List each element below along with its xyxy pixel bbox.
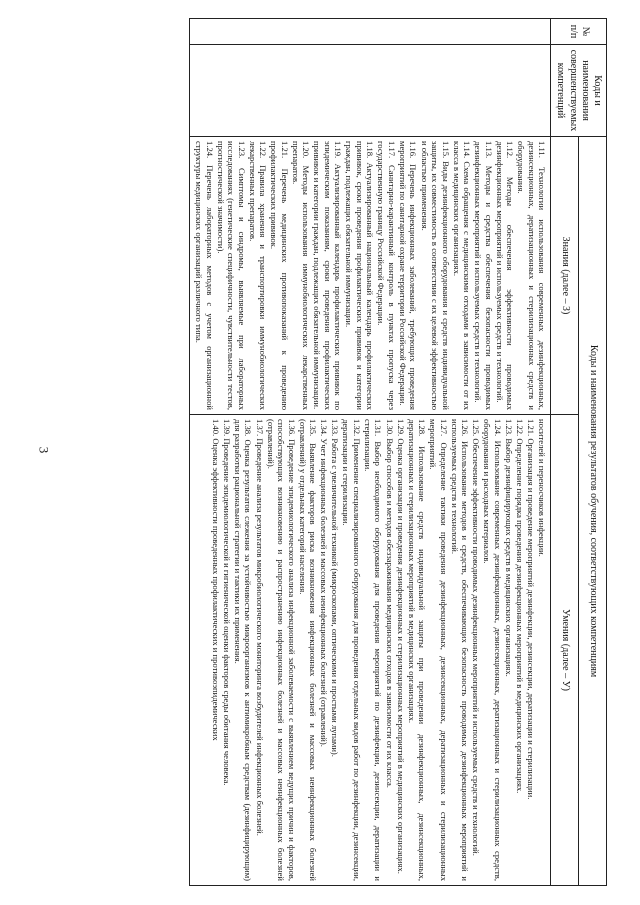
skill-item: 1.34. Учет инфекционных болезней и массовых неинфекционных болезней (отравлений). [319, 419, 330, 747]
skill-item: 1.33. Работа с увеличительной техникой (микроскопами, оптическими и простыми лупами). [330, 419, 341, 757]
cell-codes [189, 45, 550, 137]
skill-item: 1.21. Организация и проведение мероприятий дезинфекции, дезинсекции, дератизации и стерилизации. [526, 419, 537, 800]
page-number: 3 [36, 446, 52, 454]
knowledge-item: 1.19. Актуализированный календарь профилактических прививок по эпидемическим показаниям, сроки проведения профилактических прививок и категории граждан, подлежащих обязательной иммунизации. [312, 141, 344, 410]
skill-item: 1.27. Определение тактики проведения дезинфекционных, дезинсекционных, дератизационных и стерилизационных мероприятий. [428, 419, 449, 881]
skill-item: 1.35. Выявление факторов риска возникновения инфекционных болезней и массовых неинфекционных болезней (отравлений) у отдельных категорий населения. [297, 419, 319, 881]
skill-item: 1.22. Определение порядка проведения дезинфекционных мероприятий в медицинских организациях. [515, 419, 526, 794]
knowledge-item: 1.15. Виды дезинфекционного оборудования и средств индивидуальной защиты, их совместимость в соответствии с их целевой эффективностью и областью применения. [419, 141, 451, 410]
knowledge-item: 1.16. Перечень инфекционных заболеваний, требующих проведения мероприятий по санитарной охране территории Российской Федерации. [397, 141, 419, 410]
header-results: Коды и наименования результатов обучения, соответствующих компетенциям [579, 137, 607, 886]
competency-table [189, 18, 607, 886]
header-knowledge: Знания (далее – З) [551, 137, 579, 415]
header-no: № п/п [551, 19, 607, 45]
skill-item: 1.29. Оценка организации и проведения дезинфекционных и стерилизационных мероприятий в медицинских организациях. [395, 419, 406, 874]
skill-item: 1.32. Применение специализированного оборудования для проведения отдельных видов работ по дезинфекции, дезинсекции, дератизации и стерилизации. [341, 419, 362, 881]
skill-item: 1.36. Проведение эпидемиологического анализа инфекционной заболеваемости с выявлением ведущих причин и факторов, способствующих возникновению и распространению инфекционных болезней и массовых неинфекционных болезней (отравлений). [265, 419, 297, 881]
knowledge-item: 1.17. Санитарно-карантинный контроль в пунктах пропуска через государственную границу Российской Федерации. [376, 141, 397, 410]
cell-skills [189, 415, 550, 886]
cell-no [189, 19, 550, 45]
cell-knowledge [189, 137, 550, 415]
skill-item: 1.37. Проведение анализа результатов микробиологического мониторинга возбудителей инфекционных болезней. [254, 419, 265, 836]
skill-item: 1.30. Выбор способов и методов обеззараживания медицинских отходов в зависимости от их класса. [384, 419, 395, 788]
knowledge-item: 1.23. Симптомы и синдромы, выявляемые при лабораторных исследованиях (генетические специфичности, чувствительности тестов, прогностической значимости). [215, 141, 247, 410]
skill-item: 1.40. Оценка эффективности проведенных профилактических и противоэпидемических [210, 419, 221, 741]
header-row-2 [551, 19, 579, 886]
knowledge-item: 1.24. Перечень лабораторных методов с учетом организационной структуры медицинских организаций различного типа. [194, 141, 215, 410]
skill-item: 1.23. Выбор дезинфицирующих средств в медицинских организациях. [504, 419, 515, 677]
skill-item: 1.38. Оценка результатов слежения за устойчивостью микроорганизмов к антимикробным средствам (дезинфицирующим) для разработки рациональной стратегии и тактики их применения. [233, 419, 254, 881]
knowledge-item: 1.22. Правила хранения и транспортировки иммунобиологических лекарственных препаратов. [247, 141, 269, 410]
skill-item: 1.31. Выбор необходимого оборудования для проведения мероприятий по дезинфекции, дезинсекции, дератизации и стерилизации. [362, 419, 384, 881]
knowledge-item: 1.11. Технологии использования современных дезинфекционных, дезинсекционных, дератизационных и стерилизационных средств и оборудования. [516, 141, 548, 410]
header-codes: Коды и наименования совершенствуемых компетенций [551, 45, 607, 137]
header-row-1 [579, 19, 607, 886]
skill-item: 1.26. Использование методов и средств, обеспечивающих безопасность проводимых дезинфекционных мероприятий и используемых средств и технологий. [449, 419, 471, 881]
skill-item: 1.28. Использование средств индивидуальной защиты при проведении дезинфекционных, дезинсекционных, дератизационных и стерилизационных мероприятий в медицинских организациях. [406, 419, 428, 881]
rotated-page [67, 18, 607, 886]
knowledge-item: 1.13. Методы и средства обеспечения безопасности проводимых дезинфекционных мероприятий и используемых средств и технологий. [473, 141, 494, 410]
knowledge-item: 1.18. Актуализированный национальный календарь профилактических прививок, сроки проведения профилактических прививок и категории граждан, подлежащих обязательной иммунизации. [344, 141, 376, 410]
knowledge-item: 1.12. Методы обеспечения эффективности проводимых дезинфекционных мероприятий и используемых средств и технологий. [494, 141, 516, 410]
knowledge-item: 1.14. Схема обращения с медицинскими отходами в зависимости от их класса в медицинских организациях. [451, 141, 473, 410]
skill-item: 1.39. Проведение эпидемиологической и гигиенической оценки факторов среды обитания человека. [221, 419, 232, 786]
knowledge-item: 1.20. Методы использования иммунобиологических лекарственных препаратов. [290, 141, 312, 410]
skill-item: 1.25. Обеспечение эффективности проводимых дезинфекционных мероприятий и используемых средств и технологий. [471, 419, 482, 856]
skill-item: 1.24. Использование современных дезинфекционных, дезинсекционных, дератизационных и стерилизационных средств, оборудования и расходных материалов. [482, 419, 503, 881]
knowledge-item: 1.21. Перечень медицинских противопоказаний к проведению профилактических прививок. [269, 141, 290, 410]
skill-item: носителей и переносчиков инфекции. [537, 419, 548, 557]
table-row [189, 19, 550, 886]
header-skills: Умения (далее – У) [551, 415, 579, 886]
